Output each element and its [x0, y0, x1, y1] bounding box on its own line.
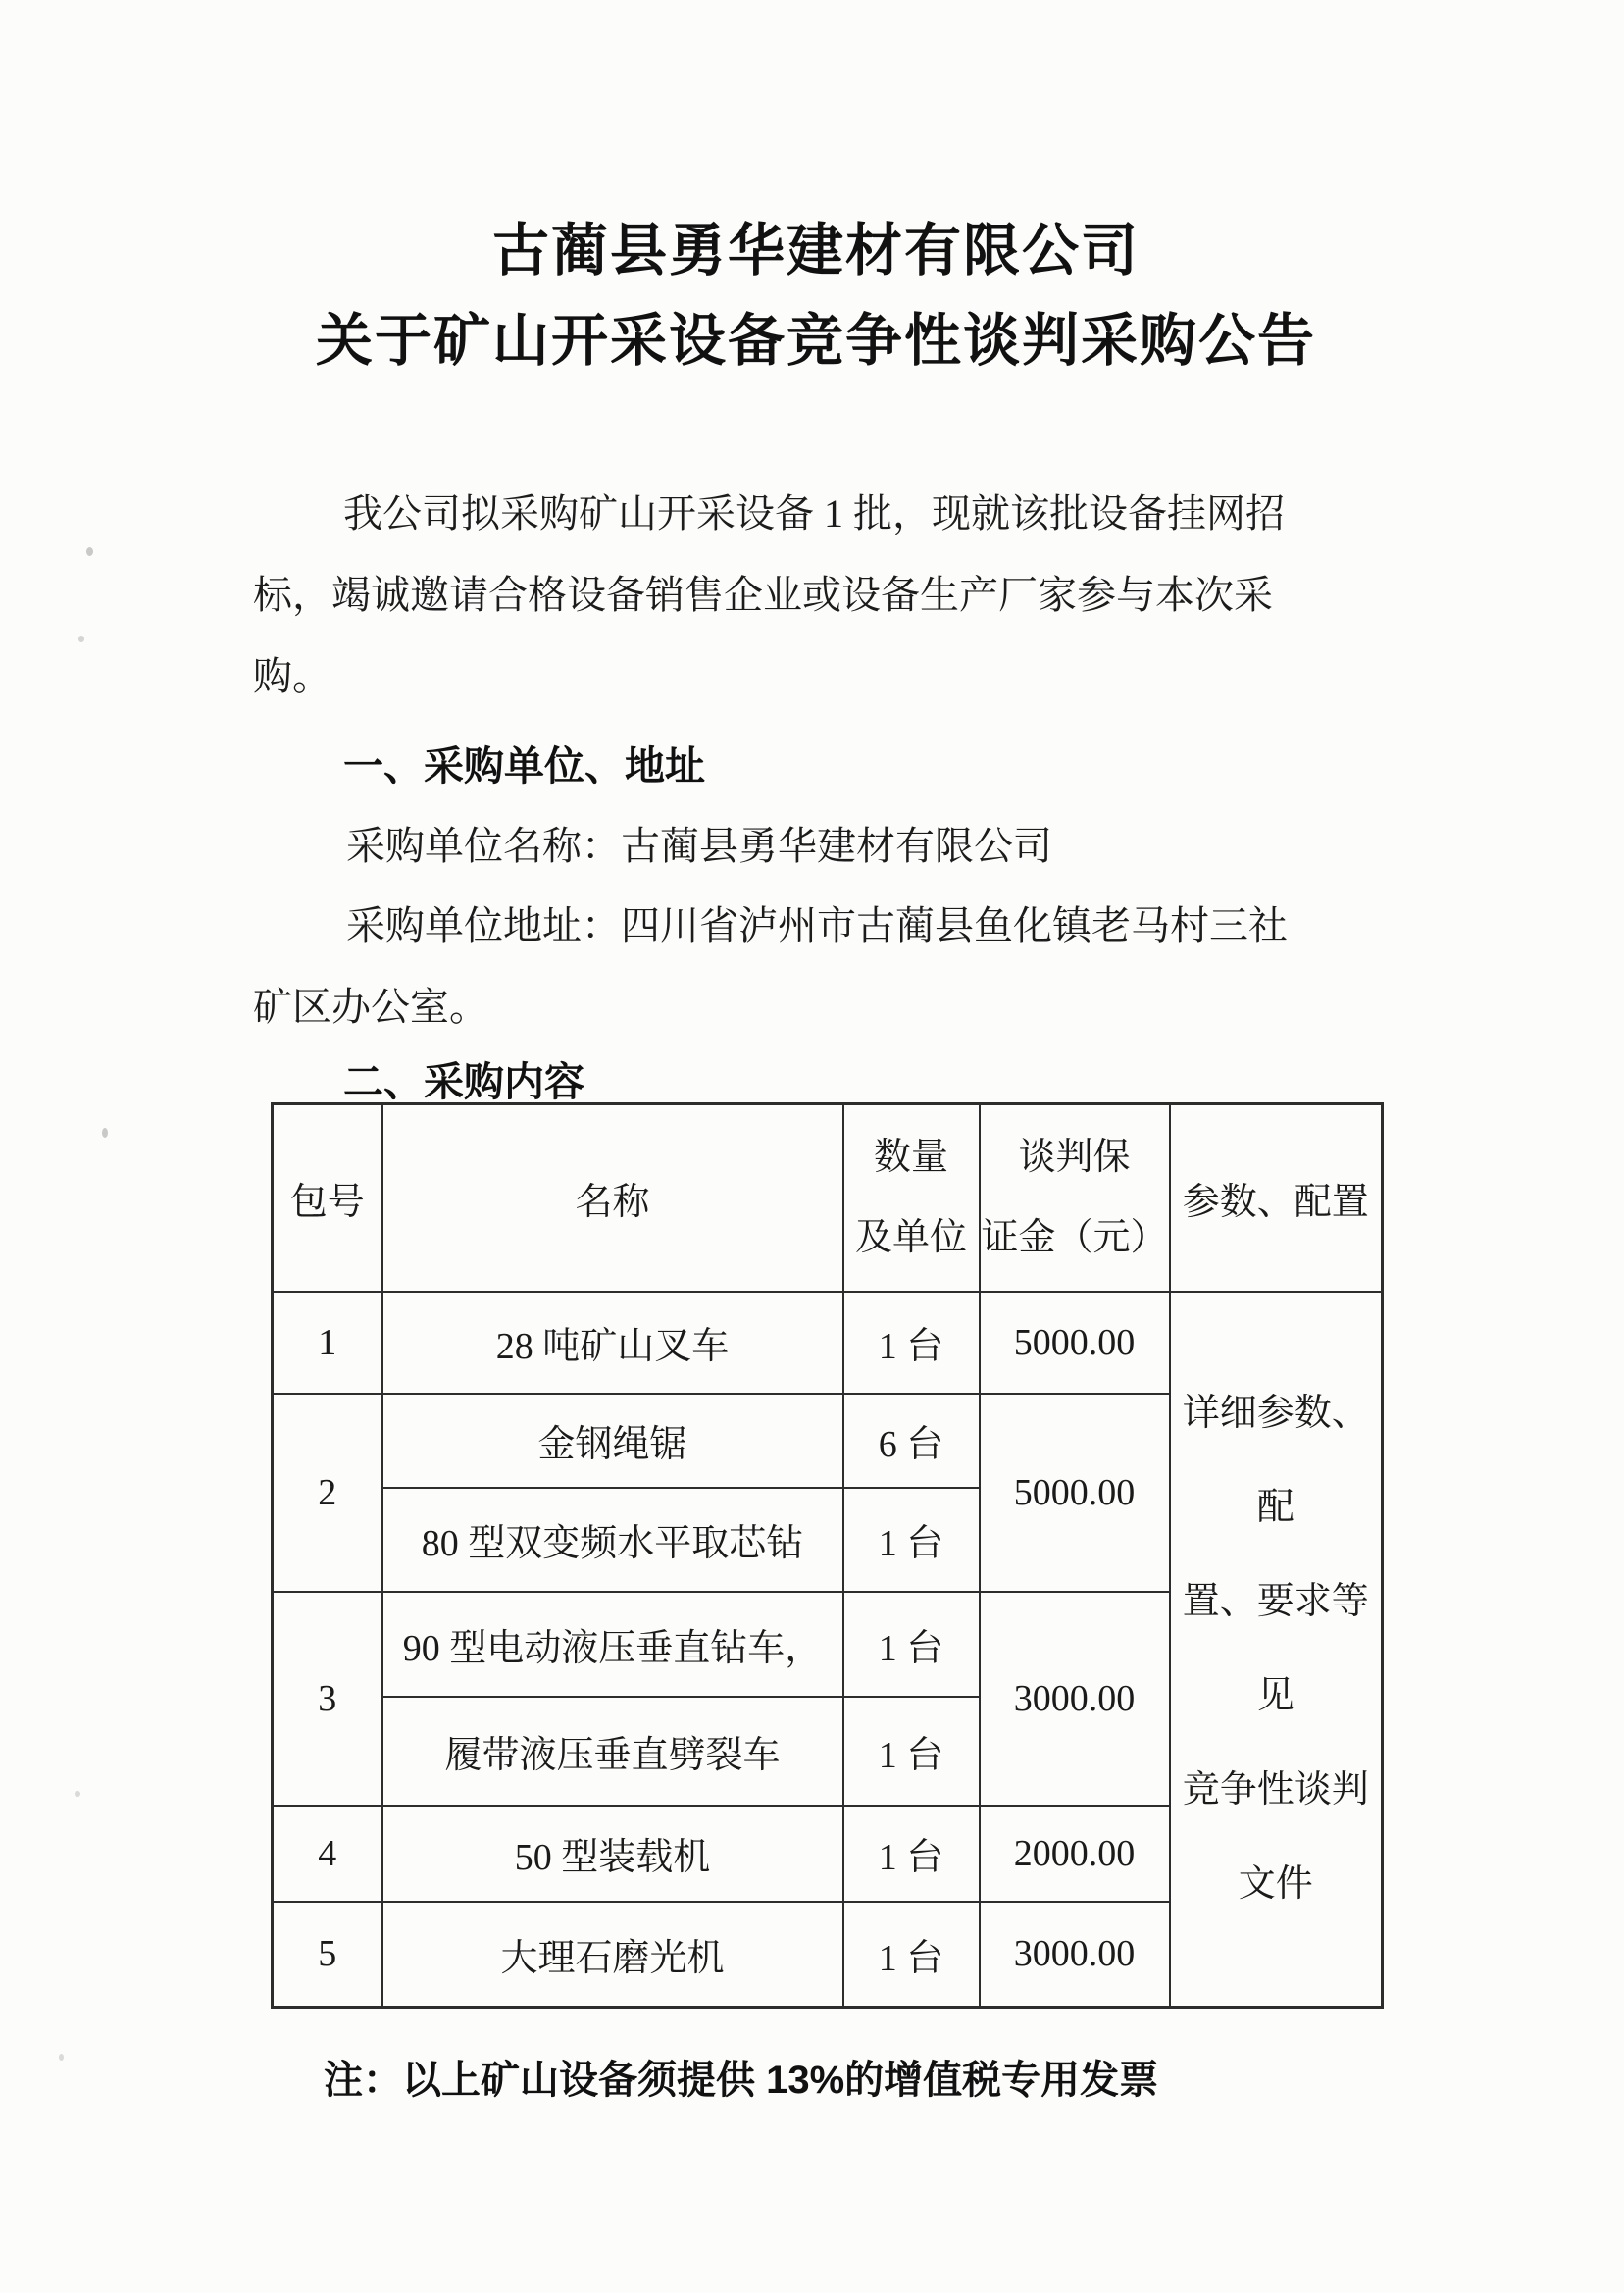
cell-item-name: 50 型装载机 [382, 1806, 843, 1902]
scan-artifact [75, 1791, 80, 1797]
cell-deposit: 5000.00 [980, 1394, 1170, 1592]
purchaser-addr-line1: 采购单位地址：四川省泸州市古蔺县鱼化镇老马村三社 [346, 903, 1288, 947]
cell-item-name: 28 吨矿山叉车 [382, 1292, 843, 1394]
scan-artifact [59, 2054, 64, 2061]
cell-deposit: 3000.00 [980, 1902, 1170, 2008]
cell-item-name: 90 型电动液压垂直钻车， [382, 1592, 843, 1697]
note-line: 注：以上矿山设备须提供 13%的增值税专用发票 [324, 2059, 1159, 2102]
scan-artifact [102, 1128, 108, 1138]
cell-item-name: 金钢绳锯 [382, 1394, 843, 1488]
table-row [273, 1292, 1383, 1394]
cell-item-name: 大理石磨光机 [382, 1902, 843, 2008]
cell-deposit: 3000.00 [980, 1592, 1170, 1806]
cell-quantity: 1 台 [843, 1697, 980, 1806]
cell-quantity: 1 台 [843, 1292, 980, 1394]
cell-deposit: 2000.00 [980, 1806, 1170, 1902]
header-package-no: 包号 [273, 1104, 382, 1292]
cell-quantity: 6 台 [843, 1394, 980, 1488]
scan-artifact [86, 547, 93, 556]
cell-params-config: 详细参数、配 置、要求等见 竞争性谈判 文件 [1170, 1292, 1383, 2008]
intro-paragraph [253, 473, 1379, 717]
cell-package-no: 1 [273, 1292, 382, 1394]
cell-quantity: 1 台 [843, 1592, 980, 1697]
cell-deposit: 5000.00 [980, 1292, 1170, 1394]
purchaser-addr-line2: 矿区办公室。 [253, 985, 488, 1029]
intro-line: 购。 [253, 654, 331, 698]
title-line-1: 古蔺县勇华建材有限公司 [491, 219, 1140, 282]
intro-line: 我公司拟采购矿山开采设备 1 批，现就该批设备挂网招 [343, 491, 1285, 535]
cell-item-name: 履带液压垂直劈裂车 [382, 1697, 843, 1806]
document-title [253, 206, 1379, 386]
cell-quantity: 1 台 [843, 1902, 980, 2008]
cell-quantity: 1 台 [843, 1488, 980, 1592]
cell-package-no: 3 [273, 1592, 382, 1806]
cell-quantity: 1 台 [843, 1806, 980, 1902]
purchaser-name-line: 采购单位名称：古蔺县勇华建材有限公司 [346, 824, 1052, 868]
document-content [253, 0, 1379, 2293]
section1-heading: 一、采购单位、地址 [343, 743, 705, 789]
cell-package-no: 2 [273, 1394, 382, 1592]
title-line-2: 关于矿山开采设备竞争性谈判采购公告 [315, 309, 1316, 373]
header-name: 名称 [382, 1104, 843, 1292]
cell-package-no: 5 [273, 1902, 382, 2008]
intro-line: 标，竭诚邀请合格设备销售企业或设备生产厂家参与本次采 [253, 573, 1273, 617]
procurement-table [271, 1102, 1384, 2009]
header-params-config: 参数、配置 [1170, 1104, 1383, 1292]
table-header-row [273, 1104, 1383, 1292]
cell-item-name: 80 型双变频水平取芯钻 [382, 1488, 843, 1592]
header-quantity-unit: 数量 及单位 [843, 1104, 980, 1292]
header-deposit: 谈判保 证金（元） [980, 1104, 1170, 1292]
section2-heading: 二、采购内容 [343, 1059, 584, 1104]
scan-artifact [78, 636, 84, 642]
cell-package-no: 4 [273, 1806, 382, 1902]
